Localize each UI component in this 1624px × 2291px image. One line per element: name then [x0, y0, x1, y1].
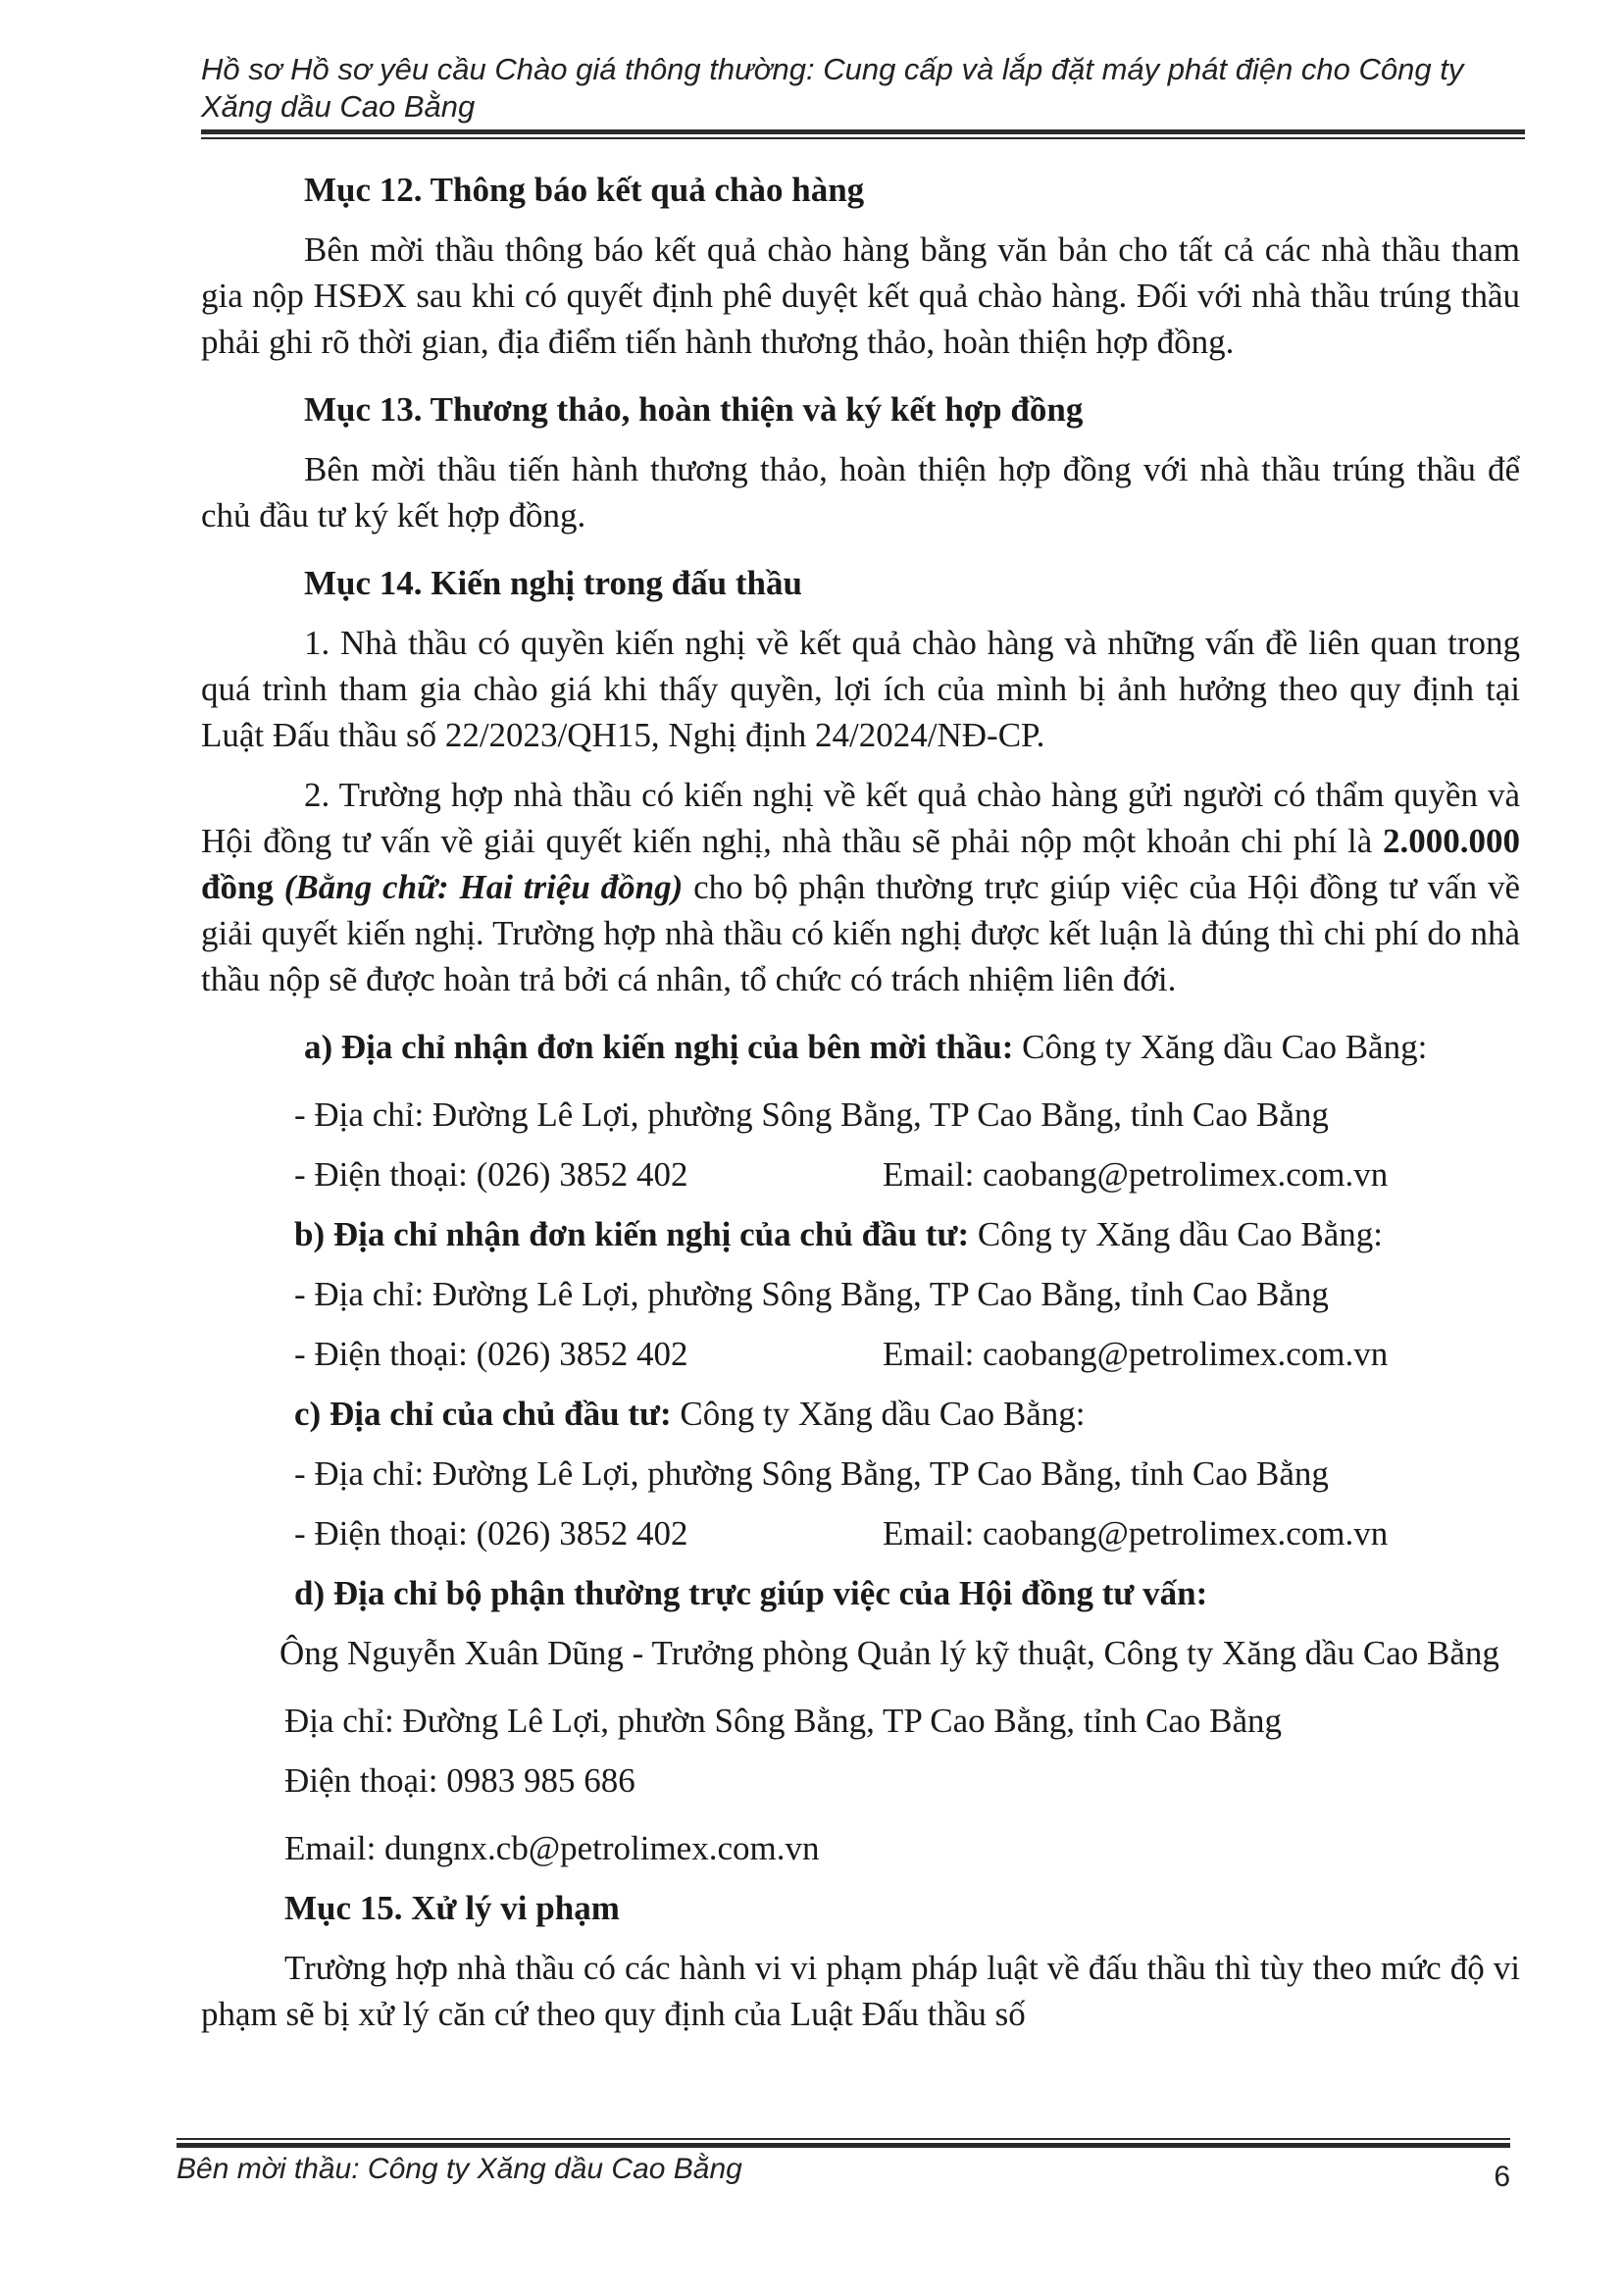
section-13-paragraph: Bên mời thầu tiến hành thương thảo, hoàn thiện hợp đồng với nhà thầu trúng thầu để chủ đầu tư ký kết hợp đồng.: [201, 450, 1520, 535]
item-2-text-start: 2. Trường hợp nhà thầu có kiến nghị về kết quả chào hàng gửi người có thẩm quyền và Hội đồng tư vấn về giải quyết kiến nghị, nhà thầu sẽ phải nộp một khoản chi phí là: [201, 776, 1520, 860]
footer-rule-thin: [177, 2138, 1510, 2140]
address-a-phone: - Điện thoại: (026) 3852 402: [294, 1155, 688, 1194]
address-b-email: Email: caobang@petrolimex.com.vn: [883, 1335, 1389, 1373]
header-line-1: Hồ sơ Hồ sơ yêu cầu Chào giá thông thường: Cung cấp và lắp đặt máy phát điện cho Công ty: [201, 52, 1464, 86]
item-2-text-end: cho bộ phận thường trực giúp việc của Hội đồng tư vấn về giải quyết kiến nghị. Trường hợp nhà thầu có kiến nghị được kết luận là đúng thì chi phí do nhà thầu nộp sẽ được hoàn trả bởi cá nhân, tổ chức có trách nhiệm liên đới.: [201, 868, 1521, 998]
header-rule-thin: [201, 137, 1525, 139]
address-b-value: Công ty Xăng dầu Cao Bằng:: [969, 1215, 1384, 1253]
address-a-contact: [201, 1151, 1520, 1197]
section-15-title: Mục 15. Xử lý vi phạm: [284, 1889, 620, 1927]
section-15-paragraph: Trường hợp nhà thầu có các hành vi vi phạm pháp luật về đấu thầu thì tùy theo mức độ vi phạm sẽ bị xử lý căn cứ theo quy định của Luật Đấu thầu số: [201, 1949, 1520, 2033]
header-line-2: Xăng dầu Cao Bằng: [201, 89, 476, 124]
document-body: [201, 167, 1520, 2037]
section-14-item-2: [201, 772, 1520, 1002]
section-14-title: Mục 14. Kiến nghị trong đấu thầu: [304, 564, 802, 602]
address-a-label: a) Địa chỉ nhận đơn kiến nghị của bên mời thầu:: [304, 1028, 1014, 1066]
section-12-title: Mục 12. Thông báo kết quả chào hàng: [304, 171, 865, 209]
page-number: 6: [1494, 2161, 1510, 2193]
address-c-label: c) Địa chỉ của chủ đầu tư:: [294, 1395, 672, 1433]
address-b: [201, 1211, 1520, 1257]
section-14-item-1: 1. Nhà thầu có quyền kiến nghị về kết quả chào hàng và những vấn đề liên quan trong quá trình tham gia chào giá khi thấy quyền, lợi ích của mình bị ảnh hưởng theo quy định tại Luật Đấu thầu số 22/2023/QH15, Nghị định 24/2024/NĐ-CP.: [201, 624, 1520, 754]
address-b-contact: [201, 1331, 1520, 1377]
address-c-contact: [201, 1510, 1520, 1556]
address-d-phone: Điện thoại: 0983 985 686: [284, 1761, 635, 1800]
footer-rule: [177, 2143, 1510, 2148]
address-a: [201, 1024, 1520, 1070]
address-c-street: - Địa chỉ: Đường Lê Lợi, phường Sông Bằng, TP Cao Bằng, tỉnh Cao Bằng: [294, 1454, 1329, 1493]
address-a-value: Công ty Xăng dầu Cao Bằng:: [1013, 1028, 1428, 1066]
address-d-person: Ông Nguyễn Xuân Dũng - Trưởng phòng Quản lý kỹ thuật, Công ty Xăng dầu Cao Bằng: [279, 1634, 1499, 1672]
fee-amount: 2.000.000 đồng: [201, 822, 1520, 906]
address-d-label: d) Địa chỉ bộ phận thường trực giúp việc của Hội đồng tư vấn:: [294, 1574, 1208, 1612]
address-c-value: Công ty Xăng dầu Cao Bằng:: [671, 1395, 1086, 1433]
section-13-title: Mục 13. Thương thảo, hoàn thiện và ký kết hợp đồng: [304, 390, 1084, 429]
address-b-street: - Địa chỉ: Đường Lê Lợi, phường Sông Bằng, TP Cao Bằng, tỉnh Cao Bằng: [294, 1275, 1329, 1313]
address-c-email: Email: caobang@petrolimex.com.vn: [883, 1514, 1389, 1553]
address-a-email: Email: caobang@petrolimex.com.vn: [883, 1155, 1389, 1194]
address-d-email: Email: dungnx.cb@petrolimex.com.vn: [284, 1829, 820, 1867]
address-a-street: - Địa chỉ: Đường Lê Lợi, phường Sông Bằng, TP Cao Bằng, tỉnh Cao Bằng: [294, 1095, 1329, 1134]
address-c-phone: - Điện thoại: (026) 3852 402: [294, 1514, 688, 1553]
footer-text: Bên mời thầu: Công ty Xăng dầu Cao Bằng: [177, 2153, 742, 2185]
section-12-paragraph: Bên mời thầu thông báo kết quả chào hàng bằng văn bản cho tất cả các nhà thầu tham gia nộp HSĐX sau khi có quyết định phê duyệt kết quả chào hàng. Đối với nhà thầu trúng thầu phải ghi rõ thời gian, địa điểm tiến hành thương thảo, hoàn thiện hợp đồng.: [201, 230, 1520, 361]
address-c: [201, 1391, 1520, 1437]
page-header: [201, 51, 1535, 126]
address-b-phone: - Điện thoại: (026) 3852 402: [294, 1335, 688, 1373]
address-d-street: Địa chỉ: Đường Lê Lợi, phườn Sông Bằng, TP Cao Bằng, tỉnh Cao Bằng: [284, 1702, 1282, 1740]
fee-in-words: (Bằng chữ: Hai triệu đồng): [283, 868, 684, 906]
header-rule: [201, 129, 1525, 134]
address-b-label: b) Địa chỉ nhận đơn kiến nghị của chủ đầu tư:: [294, 1215, 970, 1253]
page-footer: [177, 2153, 1510, 2193]
